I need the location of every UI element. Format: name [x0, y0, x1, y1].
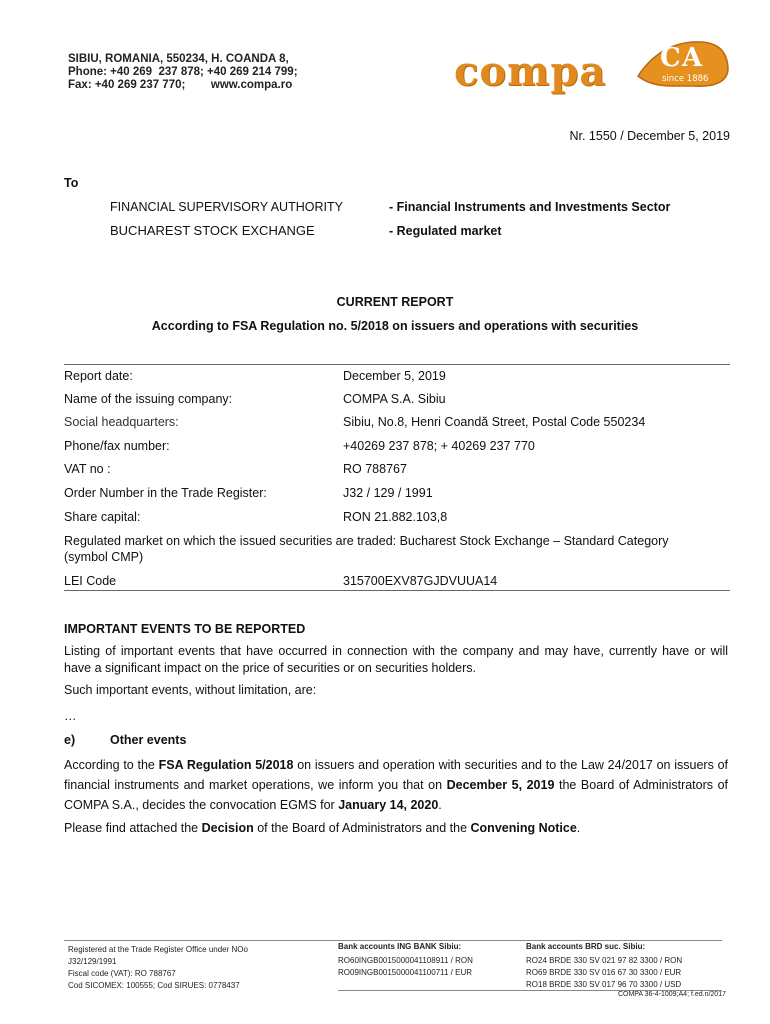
event-item-letter: e)	[64, 733, 76, 747]
regulation-reference: FSA Regulation 5/2018	[158, 758, 294, 772]
footer-line: RO24 BRDE 330 SV 021 97 82 3300 / RON	[526, 956, 683, 965]
footer-registration-info	[68, 944, 248, 992]
logo-wordmark: compa	[454, 48, 607, 95]
footer-line: RO69 BRDE 330 SV 016 67 30 3300 / EUR	[526, 968, 682, 977]
footer-line: Cod SICOMEX: 100555; Cod SIRUES: 0778437	[68, 981, 240, 990]
addressee-bse-sector: - Regulated market	[389, 224, 502, 238]
detail-value: COMPA S.A. Sibiu	[343, 392, 446, 406]
details-top-rule	[64, 364, 730, 365]
event-description-paragraph	[64, 755, 728, 815]
svg-text:A: A	[682, 43, 703, 73]
egms-date: January 14, 2020	[338, 798, 439, 812]
letterhead-address-line-3: Fax: +40 269 237 770; www.compa.ro	[68, 79, 293, 91]
svg-text:C: C	[660, 43, 681, 73]
footer-line: RO09INGB0015000041100711 / EUR	[338, 968, 473, 977]
footer-bank-title: Bank accounts ING BANK Sibiu:	[338, 942, 462, 951]
addressee-fsa: FINANCIAL SUPERVISORY AUTHORITY	[110, 200, 343, 214]
attachment-convening-notice: Convening Notice	[470, 821, 577, 835]
footer-line: Fiscal code (VAT): RO 788767	[68, 969, 176, 978]
detail-label: Social headquarters:	[64, 415, 179, 429]
footer-line: Registered at the Trade Register Office under NOo	[68, 945, 248, 954]
events-ellipsis: …	[64, 709, 77, 723]
detail-value: +40269 237 878; + 40269 237 770	[343, 439, 535, 453]
detail-label: Phone/fax number:	[64, 439, 170, 453]
regulated-market-info: Regulated market on which the issued securities are traded: Bucharest Stock Exchange – Standard Category (symbol CMP)	[64, 534, 669, 564]
board-decision-date: December 5, 2019	[446, 778, 555, 792]
footer-line: RO18 BRDE 330 SV 017 96 70 3300 / USD	[526, 980, 682, 989]
footer-bank-title: Bank accounts BRD suc. Sibiu:	[526, 942, 646, 951]
text-segment: According to the	[64, 758, 159, 772]
events-heading: IMPORTANT EVENTS TO BE REPORTED	[64, 622, 306, 636]
text-segment: of the Board of Administrators and the	[253, 821, 471, 835]
footer-ing-accounts	[338, 941, 473, 979]
attachments-paragraph	[64, 818, 728, 838]
text-segment: the Board of Administrators of COMPA S.A., decides the convocation EGMS for	[64, 778, 729, 812]
logo-emblem-icon	[632, 36, 732, 94]
reference-number: Nr. 1550 / December 5, 2019	[569, 129, 730, 143]
company-logo	[454, 36, 734, 100]
details-bottom-rule	[64, 590, 730, 591]
detail-label: Name of the issuing company:	[64, 392, 233, 406]
addressee-bse: BUCHAREST STOCK EXCHANGE	[110, 223, 315, 238]
report-title: CURRENT REPORT	[336, 295, 454, 309]
text-segment: .	[438, 798, 442, 812]
footer-line: J32/129/1991	[68, 957, 117, 966]
form-code: COMPA 36-4-1009;A4; f.ed.n/2017	[617, 991, 726, 998]
footer-brd-accounts	[526, 941, 682, 991]
text-segment: on issuers and operation with securities and to the Law 24/2017 on issuers of financial instruments and market operations, we inform you that on	[64, 758, 729, 792]
detail-value: J32 / 129 / 1991	[343, 486, 433, 500]
events-intro-2: Such important events, without limitation, are:	[64, 683, 317, 697]
logo-since: since 1886	[662, 74, 709, 84]
addressee-to: To	[64, 176, 79, 190]
detail-label: Report date:	[64, 369, 133, 383]
detail-label: Share capital:	[64, 510, 141, 524]
addressee-fsa-sector: - Financial Instruments and Investments Sector	[389, 200, 671, 214]
detail-value: December 5, 2019	[343, 369, 446, 383]
letterhead-address-line-1: SIBIU, ROMANIA, 550234, H. COANDA 8,	[68, 53, 289, 65]
attachment-decision: Decision	[201, 821, 254, 835]
detail-label: LEI Code	[64, 574, 117, 588]
report-subtitle: According to FSA Regulation no. 5/2018 on issuers and operations with securities	[151, 319, 639, 333]
events-intro: Listing of important events that have occurred in connection with the company and may have, currently have or will have a significant impact on the price of securities or on securities holders.	[64, 644, 728, 675]
text-segment: Please find attached the	[64, 821, 202, 835]
text-segment: .	[576, 821, 581, 835]
detail-value: RON 21.882.103,8	[343, 510, 448, 524]
detail-value: 315700EXV87GJDVUUA14	[343, 574, 498, 588]
event-item-title: Other events	[110, 733, 187, 747]
detail-value: Sibiu, No.8, Henri Coandă Street, Postal Code 550234	[343, 415, 646, 429]
detail-label: VAT no :	[64, 462, 111, 476]
letterhead-address-line-2: Phone: +40 269 237 878; +40 269 214 799;	[68, 66, 298, 78]
detail-label: Order Number in the Trade Register:	[64, 486, 267, 500]
detail-value: RO 788767	[343, 462, 407, 476]
footer-line: RO60INGB0015000041108911 / RON	[338, 956, 473, 965]
